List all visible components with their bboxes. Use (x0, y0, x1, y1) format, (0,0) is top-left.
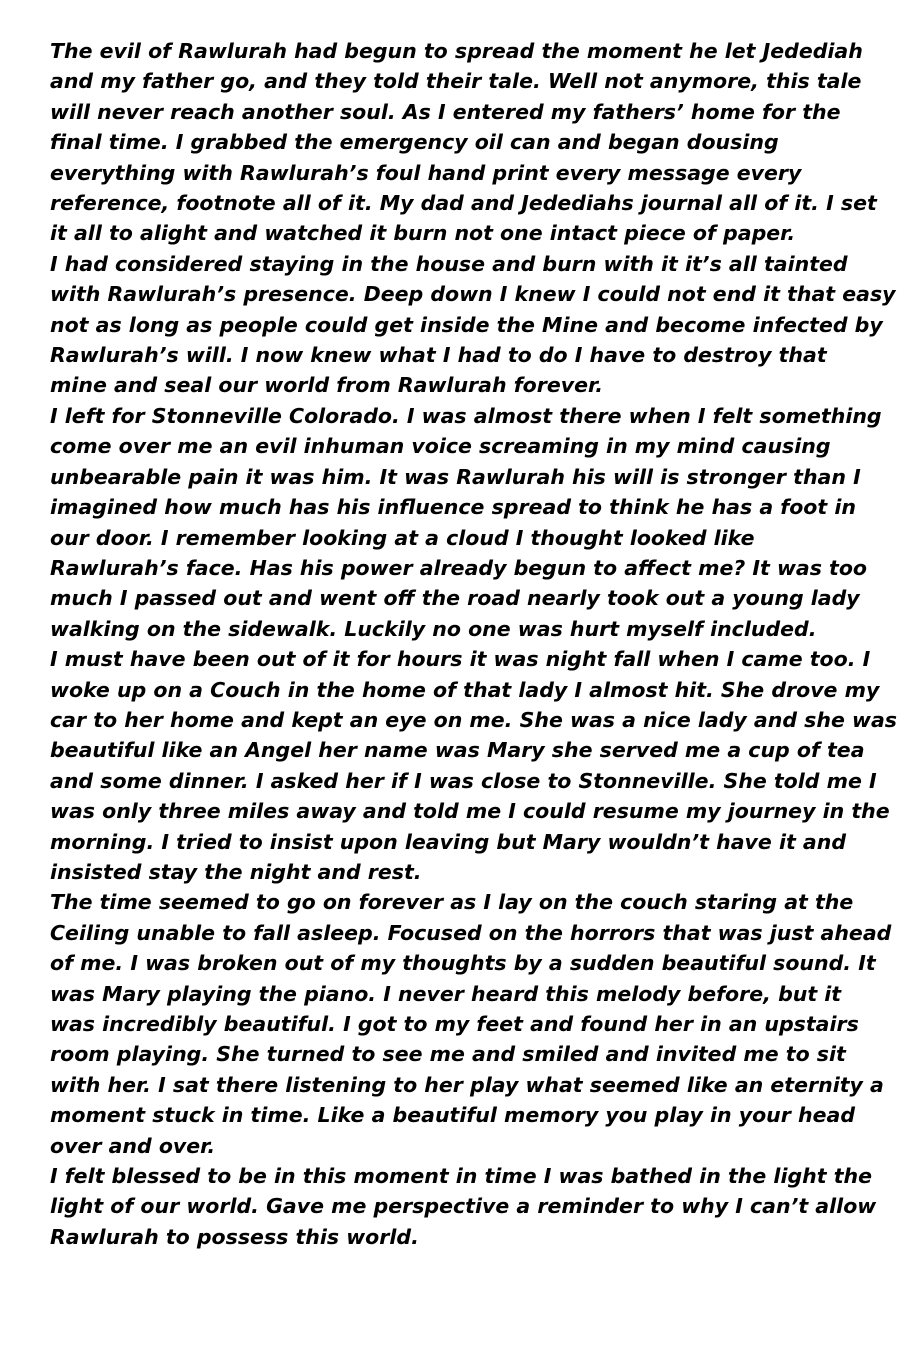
text-line: final time. I grabbed the emergency oil can and began dousing (50, 130, 779, 155)
text-line: mine and seal our world from Rawlurah forever. (50, 373, 603, 398)
text-line: and my father go, and they told their tale. Well not anymore, this tale (50, 69, 862, 94)
text-line: I left for Stonneville Colorado. I was almost there when I felt something (50, 403, 882, 428)
text-line: much I passed out and went off the road nearly took out a young lady (50, 586, 860, 611)
text-line: I had considered staying in the house and burn with it it’s all tainted (50, 251, 848, 276)
text-line: with Rawlurah’s presence. Deep down I knew I could not end it that easy (50, 282, 896, 307)
text-line: car to her home and kept an eye on me. She was a nice lady and she was (50, 707, 897, 732)
text-line: of me. I was broken out of my thoughts by a sudden beautiful sound. It (50, 951, 876, 976)
text-line: light of our world. Gave me perspective a reminder to why I can’t allow (50, 1194, 877, 1219)
text-line: everything with Rawlurah’s foul hand print every message every (50, 160, 802, 185)
text-line: room playing. She turned to see me and smiled and invited me to sit (50, 1042, 846, 1067)
text-line: Rawlurah’s will. I now knew what I had to do I have to destroy that (50, 343, 827, 368)
text-line: reference, footnote all of it. My dad and Jedediahs journal all of it. I set (50, 191, 877, 216)
text-line: imagined how much has his influence spread to think he has a foot in (50, 495, 856, 520)
text-line: Rawlurah’s face. Has his power already begun to affect me? It was too (50, 555, 868, 580)
text-line: it all to alight and watched it burn not one intact piece of paper. (50, 221, 796, 246)
text-line: insisted stay the night and rest. (50, 859, 422, 884)
text-line: woke up on a Couch in the home of that lady I almost hit. She drove my (50, 677, 880, 702)
text-line: Ceiling unable to fall asleep. Focused on the horrors that was just ahead (50, 920, 892, 945)
text-line: unbearable pain it was him. It was Rawlurah his will is stronger than I (50, 464, 861, 489)
text-line: not as long as people could get inside the Mine and become infected by (50, 312, 883, 337)
text-line: our door. I remember looking at a cloud I thought looked like (50, 525, 755, 550)
text-line: and some dinner. I asked her if I was close to Stonneville. She told me I (50, 768, 877, 793)
text-line: I must have been out of it for hours it was night fall when I came too. I (50, 647, 871, 672)
text-line: beautiful like an Angel her name was Mary she served me a cup of tea (50, 738, 865, 763)
text-line: walking on the sidewalk. Luckily no one was hurt myself included. (50, 616, 817, 641)
text-line: was only three miles away and told me I could resume my journey in the (50, 799, 890, 824)
text-line: The evil of Rawlurah had begun to spread the moment he let Jedediah (50, 39, 863, 63)
text-line: was Mary playing the piano. I never heard this melody before, but it (50, 981, 842, 1006)
text-line: The time seemed to go on forever as I lay on the couch staring at the (50, 890, 854, 915)
text-line: moment stuck in time. Like a beautiful memory you play in your head (50, 1103, 855, 1128)
text-line: will never reach another soul. As I entered my fathers’ home for the (50, 99, 841, 124)
text-line: I felt blessed to be in this moment in time I was bathed in the light the (50, 1164, 872, 1189)
document-body (50, 36, 897, 1252)
text-line: over and over. (50, 1133, 216, 1158)
text-line: morning. I tried to insist upon leaving but Mary wouldn’t have it and (50, 829, 847, 854)
text-line: Rawlurah to possess this world. (50, 1224, 419, 1249)
text-line: was incredibly beautiful. I got to my feet and found her in an upstairs (50, 1012, 859, 1036)
text-line: with her. I sat there listening to her play what seemed like an eternity a (50, 1072, 884, 1097)
text-line: come over me an evil inhuman voice screaming in my mind causing (50, 434, 831, 459)
